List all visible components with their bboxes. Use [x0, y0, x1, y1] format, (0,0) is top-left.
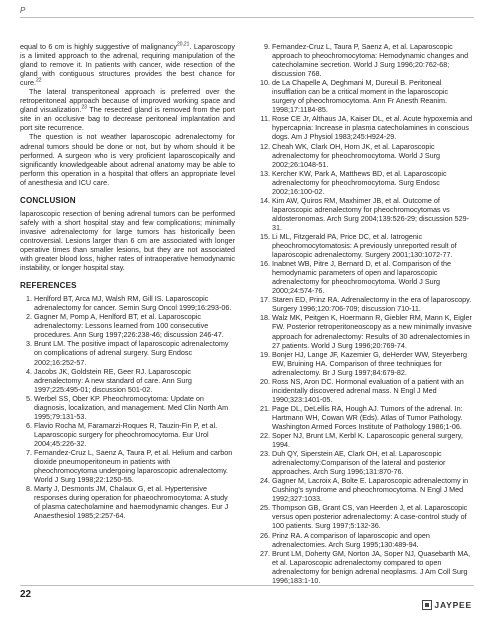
reference-text: Jacobs JK, Goldstein RE, Geer RJ. Laparoscopic adrenalectomy: A new standard of care. Ann Surg 1997;225:495-01; discussion 501-02.: [34, 366, 192, 394]
reference-number: 6.: [26, 420, 32, 430]
body-paragraph: equal to 6 cm is highly suggestive of malignancy$^{20,21}$. Laparoscopy is a limited approach to the adrenal, requiring manipulation of the gland to remove it. In patients with cancer, wide resection of the gland with contiguous structures provides the best chance for cure.$^{22}$: [20, 41, 235, 88]
reference-item: [20, 294, 235, 312]
header-rule: [20, 17, 474, 18]
publisher-name: JAYPEE: [434, 600, 472, 610]
reference-item: [20, 394, 235, 421]
body-paragraph: The question is not weather laparoscopic adrenalectomy for adrenal tumors should be done or not, but by whom should it be performed. A surgeon who is very proficient laparoscopically and significantly knowledgeable about adrenal anatomy may be able to perform this operation in a hospital that offers an appropriate level of anesthesia and ICU care.: [20, 132, 235, 187]
footer-rule: [20, 585, 474, 586]
reference-item: [258, 295, 474, 313]
reference-text: Duh QY, Siperstein AE, Clark OH, et al. Laparoscopic adrenalectomy:Comparison of the lateral and posterior approaches. Arch Surg 1996;131:870-76.: [272, 449, 446, 477]
reference-item: [258, 232, 474, 259]
reference-number: 7.: [26, 447, 32, 457]
reference-text: Inabnet WB, Pitre J, Bernard D, et al. Comparison of the hemodynamic parameters of open and laparoscopic adrenalectomy for pheochromocytoma. World J Surg 2000;24:574-76.: [272, 259, 451, 296]
reference-number: 9.: [264, 42, 270, 51]
reference-number: 22.: [260, 431, 270, 441]
reference-item: [258, 78, 474, 114]
reference-item: [258, 431, 474, 449]
reference-number: 16.: [260, 259, 270, 269]
reference-item: [258, 377, 474, 404]
reference-number: 26.: [260, 530, 270, 540]
reference-list-left: [20, 294, 235, 520]
reference-text: Soper NJ, Brunt LM, Kerbl K. Laparoscopic general surgery, 1994.: [272, 431, 463, 450]
reference-number: 14.: [260, 195, 270, 205]
references-heading: REFERENCES: [20, 281, 77, 291]
reference-text: Marty J, Desmonts JM, Chalaux G, et al. Hypertensive responses during operation for phaeochromocytoma: A study of plasma catecholamine and haemodynamic changes. Eur J Anaesthesiol 1985;2:257-64.: [34, 484, 229, 521]
reference-number: 13.: [260, 168, 270, 178]
reference-item: [258, 549, 474, 585]
conclusion-paragraph: laparoscopic resection of bening adrenal tumors can be performed safely with a short hospital stay and few complications; minimally invasive adrenalectomy for large tumors has historically been controversial. Lesions larger than 6 cm are associated with longer operative times than smaller lesions, but they are not associated with greater blood loss, higher rates of intraoperative hemodynamic instability, or longer hospital stay.: [20, 208, 235, 273]
reference-item: [20, 367, 235, 394]
reference-text: Cheah WK, Clark OH, Horn JK, et al. Laparoscopic adrenalectomy for pheochromocytoma. World J Surg 2002;26:1048-51.: [272, 141, 441, 169]
reference-text: Fernandez-Cruz L, Saenz A, Taura P, et al. Helium and carbon dioxide pneumoperitoneum in patients with pheochromocytoma undergoing laparoscopic adrenalectomy. World J Surg 1998;22:1250-55.: [34, 447, 233, 485]
reference-text: Flavio Rocha M, Faramarzi-Roques R, Tauzin-Fin P, et al. Laparoscopic surgery for pheochromocytoma. Eur Urol 2004;45:226-32.: [34, 420, 218, 448]
reference-text: Ross NS, Aron DC. Hormonal evaluation of a patient with an incidentally discovered adrenal mass. N Engl J Med 1990;323:1401-05.: [272, 376, 464, 404]
reference-item: [20, 312, 235, 339]
reference-item: [258, 169, 474, 196]
reference-item: [20, 484, 235, 520]
reference-text: de La Chapelle A, Deghmani M, Dureuil B. Peritoneal insufflation can be a critical moment in the laparoscopic surgery of pheochromocytoma. Ann Fr Anesth Reanim. 1998;17:1184-85.: [272, 78, 449, 115]
reference-item: [258, 531, 474, 549]
reference-item: [258, 313, 474, 349]
reference-number: 24.: [260, 476, 270, 486]
reference-text: Brunt LM. The positive impact of laparoscopic adrenalectomy on complications of adrenal surgery. Surg Endosc 2002;16:252-57.: [34, 339, 229, 367]
reference-text: Kercher KW, Park A, Matthews BD, et al. Laparoscopic adrenalectomy for pheochromocytoma. Surg Endosc 2002;16:100-02.: [272, 168, 447, 196]
reference-text: Kim AW, Quiros RM, Maxhimer JB, et al. Outcome of laparoscopic adrenalectomy for pheochromocytomas vs aldosteronomas. Arch Surg 2004;139:526-29; discussion 529-31.: [272, 195, 469, 232]
publisher-logo-icon: [422, 600, 432, 610]
reference-number: 25.: [260, 503, 270, 513]
reference-item: [20, 421, 235, 448]
reference-item: [258, 259, 474, 295]
reference-item: [258, 476, 474, 503]
reference-number: 21.: [260, 403, 270, 413]
running-header-mark: P: [20, 6, 26, 15]
reference-number: 2.: [26, 312, 32, 322]
left-column: [20, 42, 235, 520]
reference-text: Page DL, DeLellis RA, Hough AJ. Tumors of the adrenal. In: Hartmann WH, Cowan WR (Eds). Atlas of Tumor Pathology. Washington Armed Forces Institute of Pathology 1986;1-06.: [272, 403, 463, 431]
reference-number: 11.: [260, 114, 270, 124]
right-column: [258, 42, 474, 585]
reference-text: Gagner M, Lacroix A, Bolte E. Laparoscopic adrenalectomy in Cushing's syndrome and pheochromocytoma. N Engl J Med 1992;327:1033.: [272, 476, 469, 504]
reference-text: Gagner M, Pomp A, Henlford BT, et al. Laparoscopic adrenalectomy: Lessons learned from 100 consecutive procedures. Ann Surg 1997;226:238-46; discussion 246-47.: [34, 312, 224, 340]
reference-item: [258, 142, 474, 169]
reference-number: 17.: [260, 295, 270, 305]
reference-number: 4.: [26, 366, 32, 376]
reference-item: [258, 503, 474, 530]
reference-item: [258, 404, 474, 431]
reference-number: 10.: [260, 78, 270, 88]
reference-number: 19.: [260, 349, 270, 359]
page-number: 22: [20, 589, 32, 600]
reference-number: 1.: [26, 294, 32, 304]
reference-item: [258, 449, 474, 476]
reference-number: 23.: [260, 449, 270, 459]
reference-text: Thompson GB, Grant CS, van Heerden J, et al. Laparoscopic versus open posterior adrenalectomy: A case-control study of 100 patients. Surg 1997;5:132-36.: [272, 503, 468, 531]
reference-text: Li ML, Fitzgerald PA, Price DC, et al. Iatrogenic pheochromocytomatosis: A previously unreported result of laparoscopic adrenalectomy. Surgery 2001;130:1072-77.: [272, 231, 457, 260]
reference-number: 18.: [260, 313, 270, 323]
reference-list-right: [258, 42, 474, 585]
publisher-logo: [422, 599, 472, 611]
reference-item: [20, 448, 235, 484]
reference-number: 20.: [260, 376, 270, 386]
reference-text: Prinz RA. A comparison of laparoscopic and open adrenalectomies. Arch Surg 1995;130:489-94.: [272, 530, 430, 549]
reference-text: Rose CE Jr, Althaus JA, Kaiser DL, et al. Acute hypoxemia and hypercapnia: Increase in plasma catecholamines in conscious dogs. Am J Physiol 1983;245:H924-29.: [272, 114, 473, 142]
reference-item: [258, 350, 474, 377]
reference-text: Walz MK, Peitgen K, Hoermann R, Giebler RM, Mann K, Eigler FW. Posterior retroperitoneoscopy as a new minimally invasive approach for adrenalectomy: Results of 30 adrenalectomies in 27 patients. World J Surg 1996;20:769-74.: [272, 313, 472, 350]
reference-number: 27.: [260, 548, 270, 558]
reference-text: Brunt LM, Doherty GM, Norton JA, Soper NJ, Quasebarth MA, et al. Laparoscopic adrenalectomy compared to open adrenalectomy for benign adrenal neoplasms. J Am Coll Surg 1996;183:1-10.: [272, 548, 471, 585]
reference-number: 8.: [26, 484, 32, 494]
reference-number: 12.: [260, 141, 270, 151]
body-paragraph: The lateral transperitoneal approach is preferred over the retroperitoneal approach because of improved working space and gland visualization.$^{23}$ The resected gland is removed from the port site in an occlusive bag to decrease peritoneal implantation and port site recurrence.: [20, 87, 236, 133]
reference-item: [258, 42, 474, 78]
reference-text: Staren ED, Prinz RA. Adrenalectomy in the era of laparoscopy. Surgery 1996;120:706-709; discussion 710-11.: [272, 295, 472, 314]
reference-text: Fernandez-Cruz L, Taura P, Saenz A, et al. Laparoscopic approach to pheochromocytoma: Hemodynamic changes and catecholamine secretion. World J Surg 1996;20:762-68; discussion 768.: [272, 42, 469, 79]
reference-number: 3.: [26, 339, 32, 349]
reference-text: Bonjer HJ, Lange JF, Kazemier G, deHerder WW, Steyerberg EW, Bruining HA. Comparison of three techniques for adrenalectomy. Br J Surg 1997;84:679-82.: [272, 349, 467, 377]
reference-item: [258, 196, 474, 232]
conclusion-heading: CONCLUSION: [20, 195, 76, 205]
reference-text: Henlford BT, Arca MJ, Walsh RM, Gill IS. Laparoscopic adrenalectomy for cancer. Semin Surg Oncol 1999;16:293-06.: [34, 294, 232, 313]
reference-number: 5.: [26, 393, 32, 403]
reference-item: [258, 114, 474, 141]
reference-item: [20, 339, 235, 366]
reference-number: 15.: [260, 231, 270, 241]
reference-text: Werbel SS, Ober KP. Pheochromocytoma: Update on diagnosis, localization, and management. Med Clin North Am 1995;79:131-53.: [34, 393, 229, 421]
